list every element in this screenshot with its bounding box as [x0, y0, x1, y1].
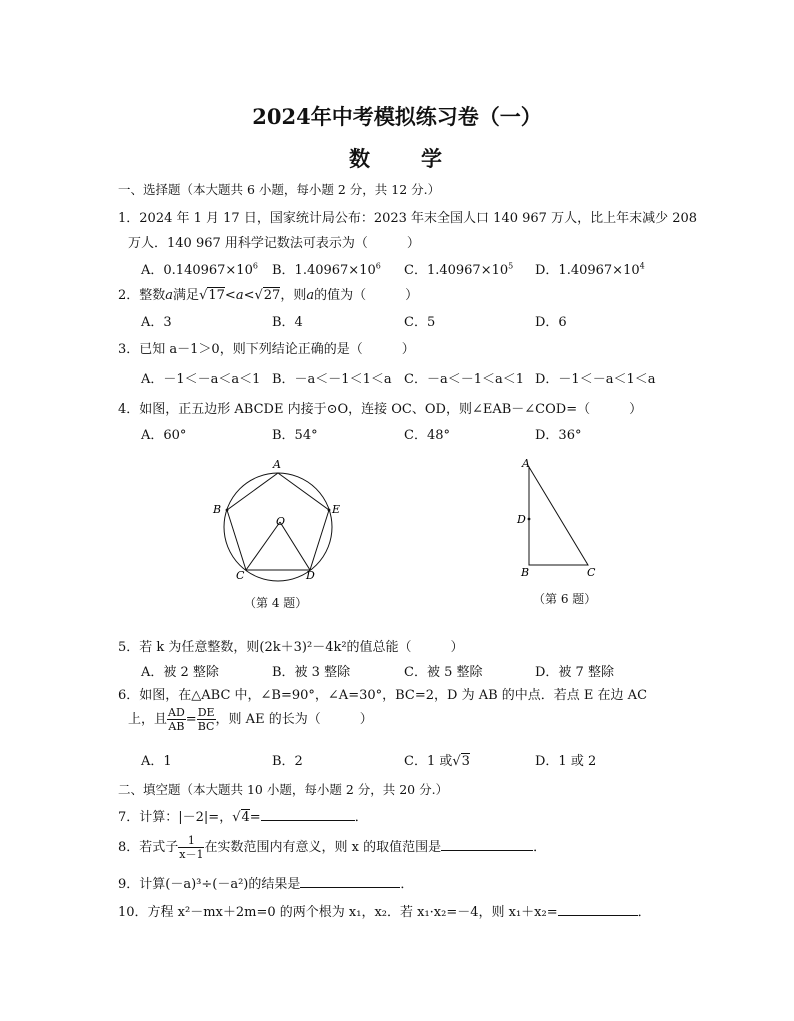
fraction-ad-ab: $\frac{AD}{AB}$	[168, 706, 185, 733]
question-5-option-c: C．被 5 整除	[404, 665, 483, 680]
question-3-option-b: B．－a＜－1＜1＜a	[272, 372, 392, 387]
label-d: D	[517, 513, 526, 526]
question-4-option-a: A．60°	[141, 428, 187, 443]
section-heading-fill: 二、填空题（本大题共 10 小题，每小题 2 分，共 20 分.）	[118, 782, 449, 797]
question-6-line-2: 上，且 $\frac{AD}{AB}$ = $\frac{DE}{BC}$ ，则 AE 的长为（ ）	[128, 706, 373, 733]
question-4-stem: 4．如图，正五边形 ABCDE 内接于⊙O，连接 OC、OD，则∠EAB－∠COD=（ ）	[118, 402, 643, 417]
question-6-option-b: B．2	[272, 754, 303, 769]
question-5-option-d: D．被 7 整除	[535, 665, 614, 680]
label-o: O	[276, 515, 286, 528]
label-c: C	[587, 566, 596, 579]
question-4-option-d: D．36°	[535, 428, 582, 443]
question-1-option-a: A．$0.140967\times 10^6$	[141, 261, 258, 278]
question-3-stem: 3．已知 a－1＞0，则下列结论正确的是（ ）	[118, 342, 415, 357]
answer-blank[interactable]	[558, 901, 638, 916]
question-9: 9．计算(－a)³÷(－a²)的结果是 ．	[118, 873, 413, 892]
label-c: C	[236, 569, 245, 582]
label-d: D	[306, 569, 315, 582]
question-4-option-b: B．54°	[272, 428, 318, 443]
question-3-option-a: A．－1＜－a＜a＜1	[141, 372, 261, 387]
label-b: B	[521, 566, 530, 579]
question-3-option-c: C．－a＜－1＜a＜1	[404, 372, 524, 387]
figure-4-caption: （第 4 题）	[244, 596, 308, 610]
question-1-line-2: 万人．140 967 用科学记数法可表示为（ ）	[128, 236, 420, 251]
exam-subject: 数 学	[349, 146, 445, 171]
question-7: 7．计算：|－2|=，√4= ．	[118, 806, 368, 825]
question-1-option-c: C．$1.40967\times 10^5$	[404, 261, 514, 278]
fraction-de-bc: $\frac{DE}{BC}$	[197, 706, 215, 733]
question-6-option-a: A．1	[141, 754, 172, 769]
question-1-line-1: 1．2024 年 1 月 17 日，国家统计局公布：2023 年末全国人口 140 967 万人，比上年末减少 208	[118, 211, 698, 226]
answer-blank[interactable]	[300, 873, 400, 888]
label-a: A	[273, 458, 281, 471]
question-10: 10．方程 x²－mx＋2m=0 的两个根为 x₁，x₂．若 x₁·x₂=－4，则 x₁＋x₂= ．	[118, 901, 651, 920]
question-8: 8．若式子 $\frac{1}{x-1}$ 在实数范围内有意义，则 x 的取值范围是 ．	[118, 834, 547, 861]
fraction-one-over-x-minus-1: $\frac{1}{x-1}$	[179, 834, 204, 861]
question-5-stem: 5．若 k 为任意整数，则(2k＋3)²－4k²的值总能（ ）	[118, 640, 464, 655]
question-2-option-b: B．4	[272, 315, 303, 330]
question-3-option-d: D．－1＜－a＜1＜a	[535, 372, 656, 387]
label-b: B	[213, 503, 222, 516]
question-1-option-b: B．$1.40967\times 10^6$	[272, 261, 381, 278]
question-6-line-1: 6．如图，在△ABC 中，∠B=90°，∠A=30°，BC=2，D 为 AB 的中点．若点 E 在边 AC	[118, 688, 648, 703]
segment-oc	[246, 522, 280, 570]
question-5-option-a: A．被 2 整除	[141, 665, 219, 680]
section-heading-choice: 一、选择题（本大题共 6 小题，每小题 2 分，共 12 分.）	[118, 182, 441, 197]
question-2-option-a: A．3	[141, 315, 172, 330]
label-e: E	[332, 503, 341, 516]
answer-blank[interactable]	[261, 806, 355, 821]
figure-6-caption: （第 6 题）	[533, 592, 597, 606]
question-2-option-c: C．5	[404, 315, 436, 330]
question-2-option-d: D．6	[535, 315, 567, 330]
exam-title: 2024年中考模拟练习卷（一）	[252, 104, 542, 129]
label-a: A	[522, 457, 530, 470]
question-6-option-c: C．1 或√3	[404, 754, 470, 769]
answer-blank[interactable]	[441, 836, 533, 851]
question-5-option-b: B．被 3 整除	[272, 665, 351, 680]
segment-od	[280, 522, 310, 570]
question-6-option-d: D．1 或 2	[535, 754, 597, 769]
question-4-option-c: C．48°	[404, 428, 450, 443]
figure-4-pentagon-diagram	[200, 455, 350, 585]
triangle-abc	[529, 467, 588, 565]
question-2-stem: 2．整数a满足√17<a<√27，则a的值为（ ）	[118, 288, 419, 303]
question-1-option-d: D．$1.40967\times 10^4$	[535, 261, 645, 278]
figure-6-triangle-diagram	[510, 455, 610, 580]
